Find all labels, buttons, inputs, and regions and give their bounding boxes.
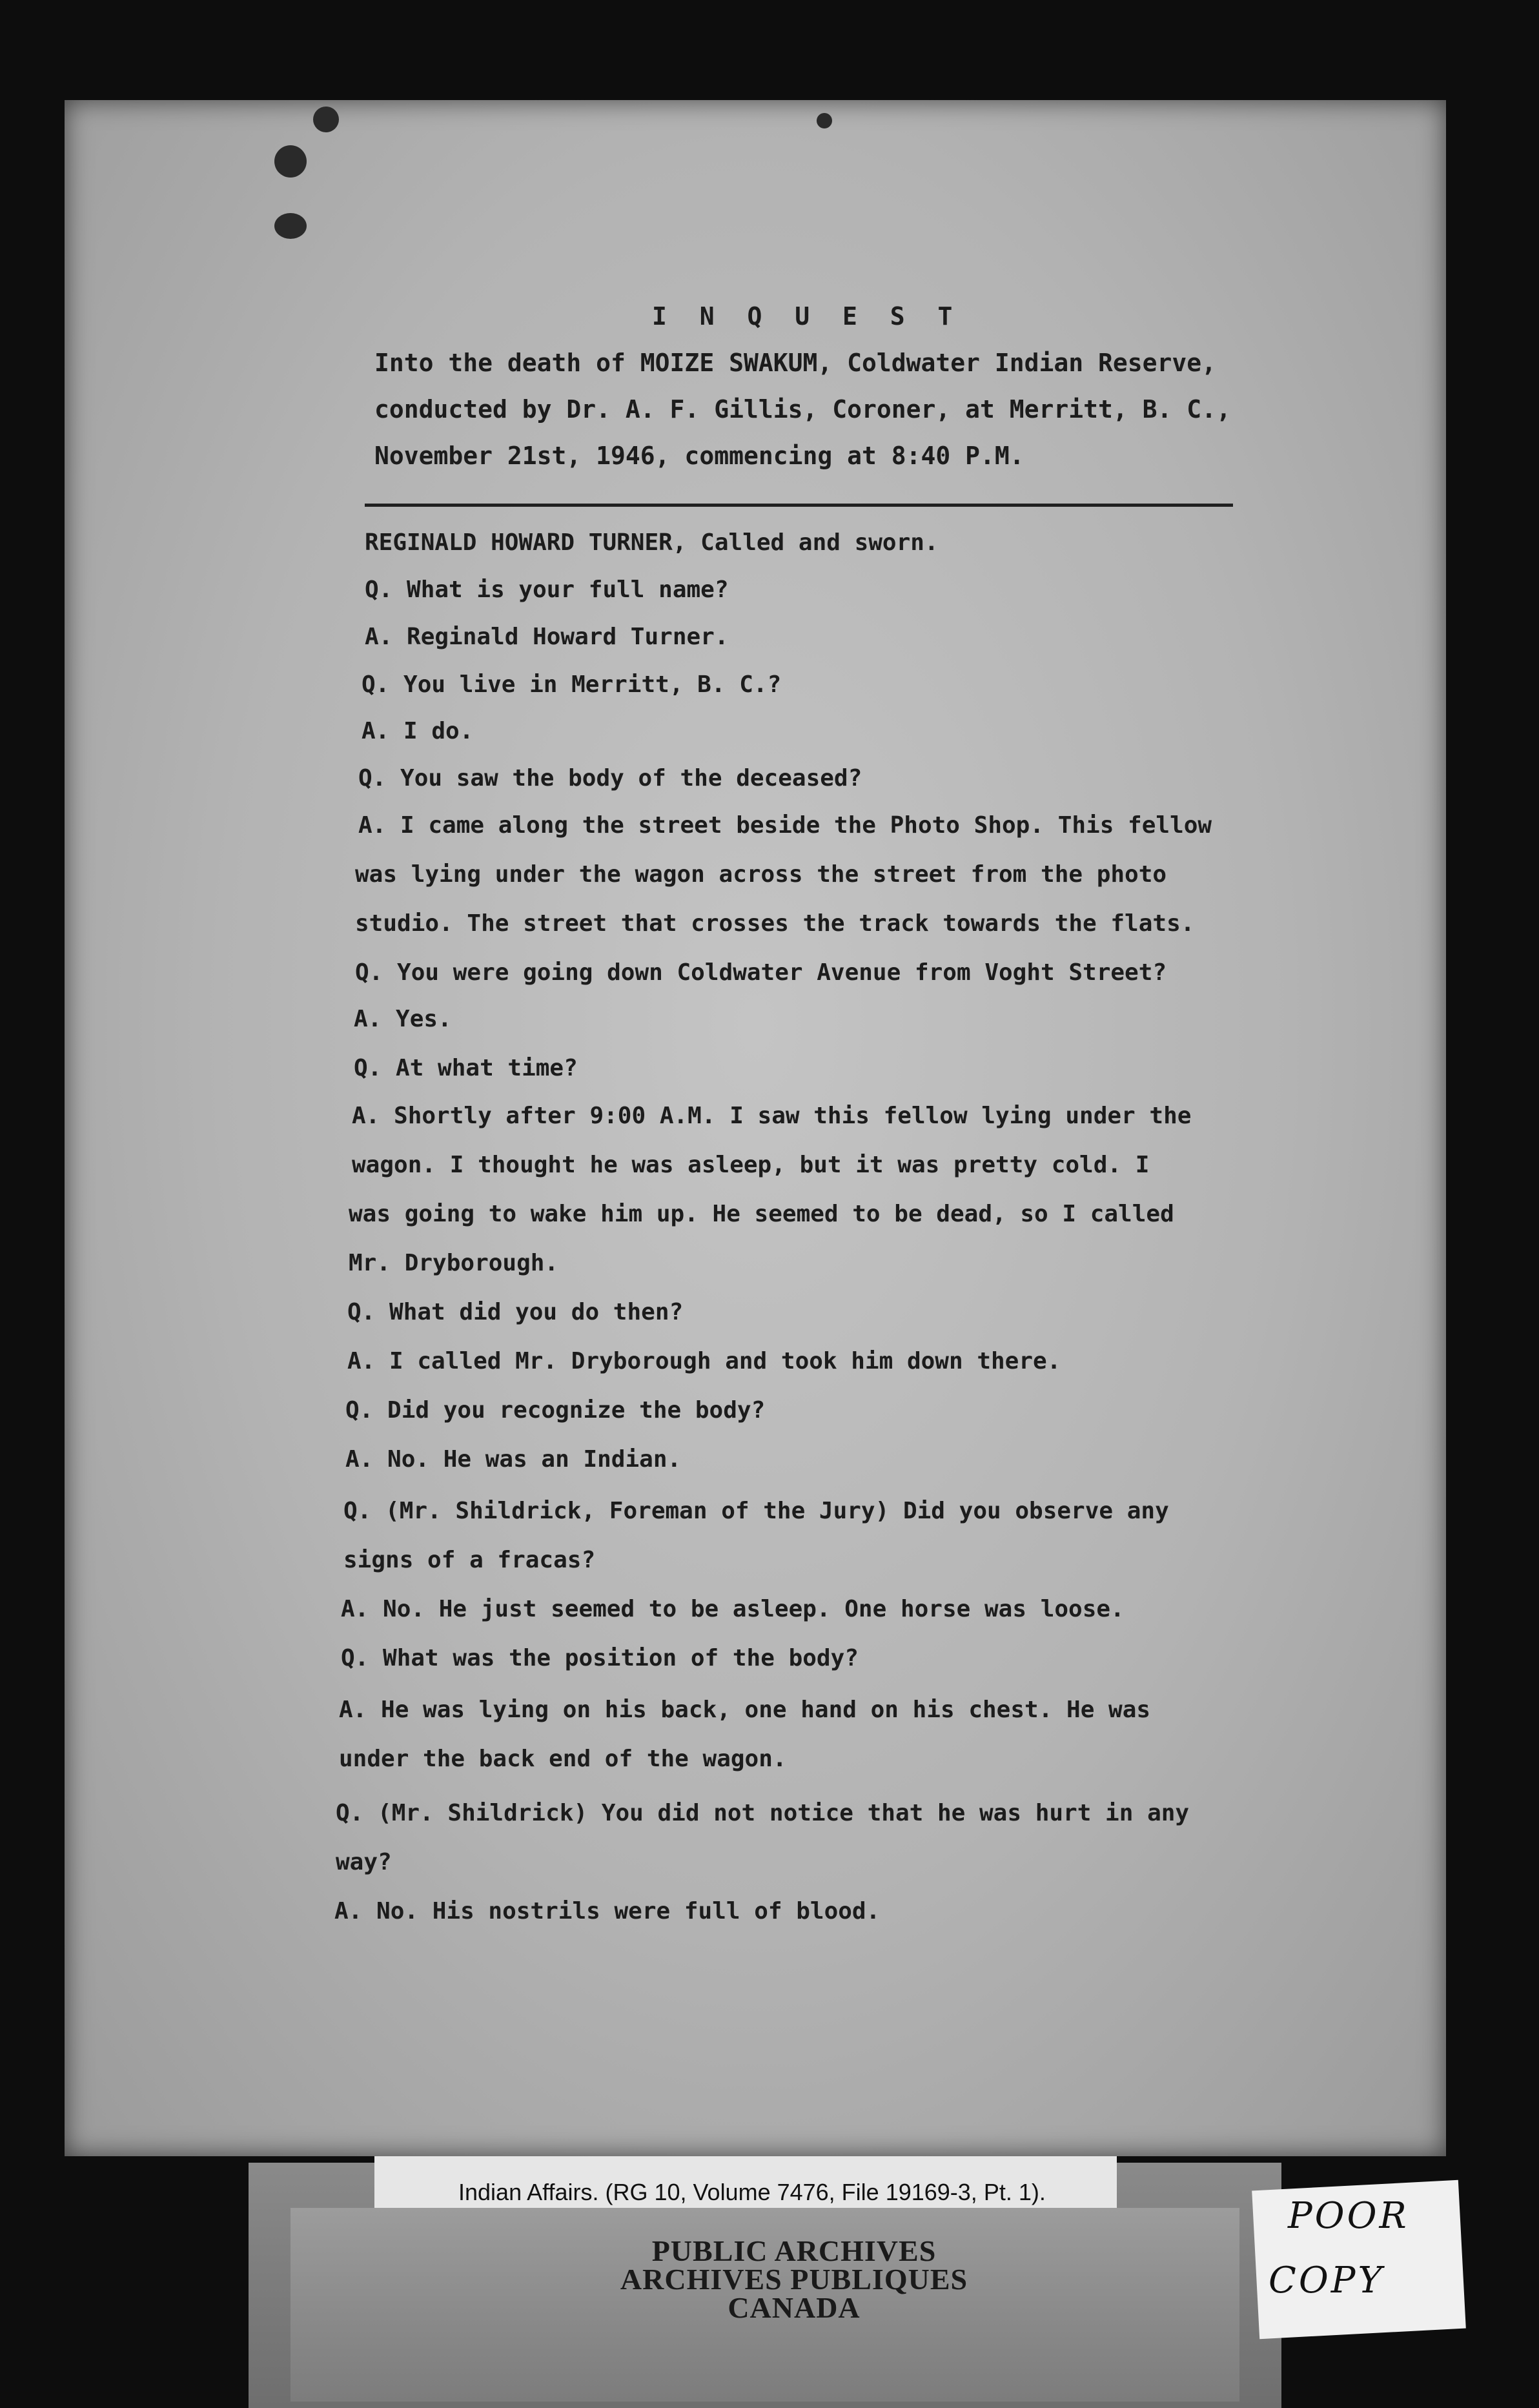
transcript-line: A. Yes. [354,1006,452,1032]
heading-divider [365,504,1233,507]
punch-hole [817,113,832,128]
transcript-line: A. I called Mr. Dryborough and took him down there. [347,1348,1061,1374]
stamp-line: PUBLIC ARCHIVES [651,2234,937,2267]
transcript-line: A. I do. [362,718,474,744]
transcript-line: way? [336,1849,392,1875]
transcript-line: A. He was lying on his back, one hand on his chest. He was [339,1697,1151,1723]
archive-reference-label: Indian Affairs. (RG 10, Volume 7476, File 19169-3, Pt. 1). [458,2179,1046,2205]
transcript-line: was going to wake him up. He seemed to be dead, so I called [349,1201,1174,1227]
transcript-line: Mr. Dryborough. [349,1250,559,1276]
transcript-line: studio. The street that crosses the track towards the flats. [355,910,1195,937]
transcript-line: was lying under the wagon across the street from the photo [355,861,1167,888]
transcript-line: REGINALD HOWARD TURNER, Called and sworn. [365,529,939,556]
transcript-line: A. No. He just seemed to be asleep. One horse was loose. [341,1596,1125,1622]
transcript-line: Q. You saw the body of the deceased? [358,765,862,791]
transcript-line: signs of a fracas? [343,1547,596,1573]
transcript-line: Q. What is your full name? [365,576,729,603]
punch-hole [274,213,307,239]
punch-hole [274,145,307,178]
transcript-line: A. No. He was an Indian. [345,1446,682,1473]
transcript-line: Q. Did you recognize the body? [345,1397,766,1423]
transcript-line: Q. (Mr. Shildrick) You did not notice that he was hurt in any [336,1800,1190,1826]
note-line: POOR [1288,2195,1409,2237]
document-title: I N Q U E S T [652,302,962,331]
transcript-line: under the back end of the wagon. [339,1746,787,1772]
transcript-line: Q. (Mr. Shildrick, Foreman of the Jury) Did you observe any [343,1498,1169,1524]
archive-stamp [568,2234,1020,2324]
transcript-line: Q. What did you do then? [347,1299,684,1325]
transcript-line: Q. You were going down Coldwater Avenue from Voght Street? [355,959,1167,986]
transcript-line: A. Shortly after 9:00 A.M. I saw this fellow lying under the [352,1103,1192,1129]
transcript-line: Q. You live in Merritt, B. C.? [362,671,782,698]
transcript-line: A. I came along the street beside the Photo Shop. This fellow [358,812,1212,839]
stamp-line: ARCHIVES PUBLIQUES [620,2263,968,2296]
transcript-line: A. Reginald Howard Turner. [365,624,729,650]
heading-line: Into the death of MOIZE SWAKUM, Coldwater Indian Reserve, [374,349,1217,377]
transcript-line: A. No. His nostrils were full of blood. [334,1898,881,1924]
note-line: COPY [1269,2260,1385,2301]
punch-hole [313,107,339,132]
transcript-line: Q. At what time? [354,1055,578,1081]
transcript-line: Q. What was the position of the body? [341,1645,859,1671]
heading-line: conducted by Dr. A. F. Gillis, Coroner, at Merritt, B. C., [374,395,1231,423]
transcript-line: wagon. I thought he was asleep, but it was pretty cold. I [352,1152,1150,1178]
stamp-line: CANADA [728,2291,861,2324]
heading-line: November 21st, 1946, commencing at 8:40 P.M. [374,442,1024,470]
